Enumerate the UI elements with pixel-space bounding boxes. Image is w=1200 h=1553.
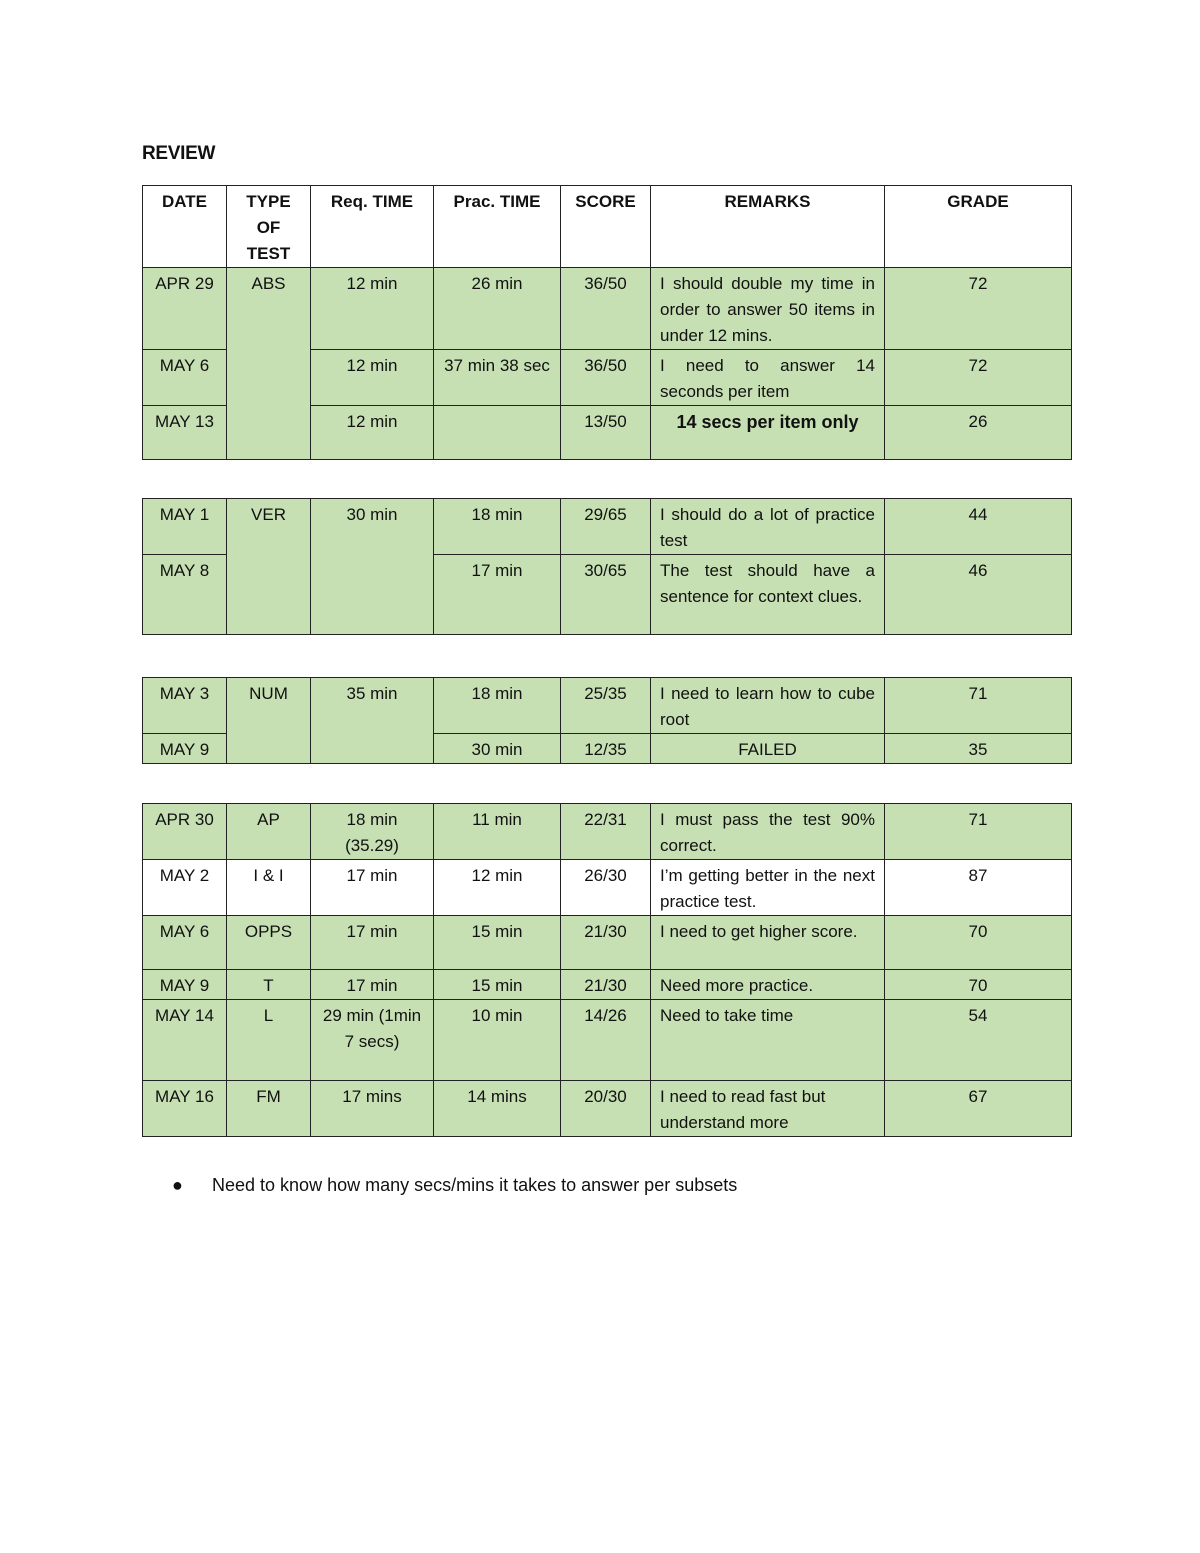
cell-type: I & I: [227, 860, 311, 916]
cell-date: MAY 6: [143, 350, 227, 406]
cell-date: MAY 6: [143, 916, 227, 970]
cell-req-time: 12 min: [311, 406, 434, 460]
cell-score: 22/31: [561, 804, 651, 860]
bullet-dot-icon: ●: [172, 1175, 183, 1195]
cell-score: 14/26: [561, 1000, 651, 1081]
cell-grade: 26: [885, 406, 1072, 460]
page-title: REVIEW: [142, 143, 216, 164]
bullet-note-text: Need to know how many secs/mins it takes to answer per subsets: [212, 1175, 738, 1195]
cell-prac-time: 30 min: [434, 734, 561, 764]
cell-remarks: I need to get higher score.: [651, 916, 885, 970]
cell-date: MAY 8: [143, 555, 227, 635]
cell-score: 25/35: [561, 678, 651, 734]
cell-score: 13/50: [561, 406, 651, 460]
cell-prac-time: 14 mins: [434, 1081, 561, 1137]
cell-type: OPPS: [227, 916, 311, 970]
cell-remarks: I’m getting better in the next practice test.: [651, 860, 885, 916]
cell-type: L: [227, 1000, 311, 1081]
cell-date: APR 30: [143, 804, 227, 860]
cell-grade: 71: [885, 678, 1072, 734]
header-prac-time: Prac. TIME: [434, 186, 561, 268]
cell-type: AP: [227, 804, 311, 860]
cell-remarks: The test should have a sentence for context clues.: [651, 555, 885, 635]
cell-score: 26/30: [561, 860, 651, 916]
table-row: [143, 970, 1072, 1000]
header-type: TYPE OF TEST: [227, 186, 311, 268]
cell-grade: 72: [885, 350, 1072, 406]
cell-date: MAY 1: [143, 499, 227, 555]
cell-remarks: I should double my time in order to answer 50 items in under 12 mins.: [651, 268, 885, 350]
cell-score: 36/50: [561, 350, 651, 406]
cell-remarks: I need to answer 14 seconds per item: [651, 350, 885, 406]
cell-type: FM: [227, 1081, 311, 1137]
cell-prac-time: [434, 406, 561, 460]
cell-remarks: Need more practice.: [651, 970, 885, 1000]
cell-req-time: 12 min: [311, 268, 434, 350]
cell-grade: 87: [885, 860, 1072, 916]
cell-prac-time: 15 min: [434, 970, 561, 1000]
cell-date: MAY 16: [143, 1081, 227, 1137]
header-grade: GRADE: [885, 186, 1072, 268]
table-row: [143, 678, 1072, 734]
cell-grade: 70: [885, 970, 1072, 1000]
cell-grade: 67: [885, 1081, 1072, 1137]
header-req-time: Req. TIME: [311, 186, 434, 268]
review-table-abs: [142, 185, 1072, 460]
table-row: [143, 268, 1072, 350]
cell-prac-time: 37 min 38 sec: [434, 350, 561, 406]
cell-prac-time: 10 min: [434, 1000, 561, 1081]
cell-type: T: [227, 970, 311, 1000]
cell-req-time: 12 min: [311, 350, 434, 406]
cell-prac-time: 15 min: [434, 916, 561, 970]
cell-req-time: 17 min: [311, 970, 434, 1000]
cell-date: MAY 13: [143, 406, 227, 460]
cell-req-time: 17 mins: [311, 1081, 434, 1137]
cell-date: MAY 2: [143, 860, 227, 916]
cell-grade: 54: [885, 1000, 1072, 1081]
cell-remarks: I must pass the test 90% correct.: [651, 804, 885, 860]
table-row: [143, 916, 1072, 970]
cell-prac-time: 17 min: [434, 555, 561, 635]
cell-req-time: 29 min (1min 7 secs): [311, 1000, 434, 1081]
cell-date: APR 29: [143, 268, 227, 350]
table-row: [143, 499, 1072, 555]
table-row: [143, 1081, 1072, 1137]
cell-prac-time: 18 min: [434, 499, 561, 555]
cell-grade: 72: [885, 268, 1072, 350]
cell-req-time: 18 min (35.29): [311, 804, 434, 860]
cell-req-time: 30 min: [311, 499, 434, 635]
cell-date: MAY 9: [143, 970, 227, 1000]
cell-score: 29/65: [561, 499, 651, 555]
cell-score: 21/30: [561, 970, 651, 1000]
cell-remarks: Need to take time: [651, 1000, 885, 1081]
cell-type: VER: [227, 499, 311, 635]
cell-remarks: I need to learn how to cube root: [651, 678, 885, 734]
cell-date: MAY 3: [143, 678, 227, 734]
cell-score: 20/30: [561, 1081, 651, 1137]
table-row: [143, 1000, 1072, 1081]
cell-date: MAY 14: [143, 1000, 227, 1081]
cell-score: 21/30: [561, 916, 651, 970]
cell-grade: 46: [885, 555, 1072, 635]
cell-grade: 71: [885, 804, 1072, 860]
cell-score: 36/50: [561, 268, 651, 350]
header-date: DATE: [143, 186, 227, 268]
cell-prac-time: 11 min: [434, 804, 561, 860]
cell-req-time: 17 min: [311, 860, 434, 916]
header-score: SCORE: [561, 186, 651, 268]
cell-grade: 70: [885, 916, 1072, 970]
review-table-misc: [142, 803, 1072, 1137]
cell-req-time: 17 min: [311, 916, 434, 970]
cell-grade: 44: [885, 499, 1072, 555]
cell-prac-time: 18 min: [434, 678, 561, 734]
review-table-num: [142, 677, 1072, 764]
cell-grade: 35: [885, 734, 1072, 764]
cell-prac-time: 12 min: [434, 860, 561, 916]
cell-score: 12/35: [561, 734, 651, 764]
review-table-ver: [142, 498, 1072, 635]
cell-type: NUM: [227, 678, 311, 764]
header-row: [143, 186, 1072, 268]
cell-remarks: 14 secs per item only: [651, 406, 885, 460]
cell-remarks: FAILED: [651, 734, 885, 764]
cell-type: ABS: [227, 268, 311, 460]
cell-req-time: 35 min: [311, 678, 434, 764]
cell-prac-time: 26 min: [434, 268, 561, 350]
header-remarks: REMARKS: [651, 186, 885, 268]
cell-remarks: I should do a lot of practice test: [651, 499, 885, 555]
table-row: [143, 804, 1072, 860]
cell-score: 30/65: [561, 555, 651, 635]
table-row: [143, 860, 1072, 916]
cell-date: MAY 9: [143, 734, 227, 764]
bullet-note: [172, 1172, 737, 1198]
cell-remarks: I need to read fast but understand more: [651, 1081, 885, 1137]
